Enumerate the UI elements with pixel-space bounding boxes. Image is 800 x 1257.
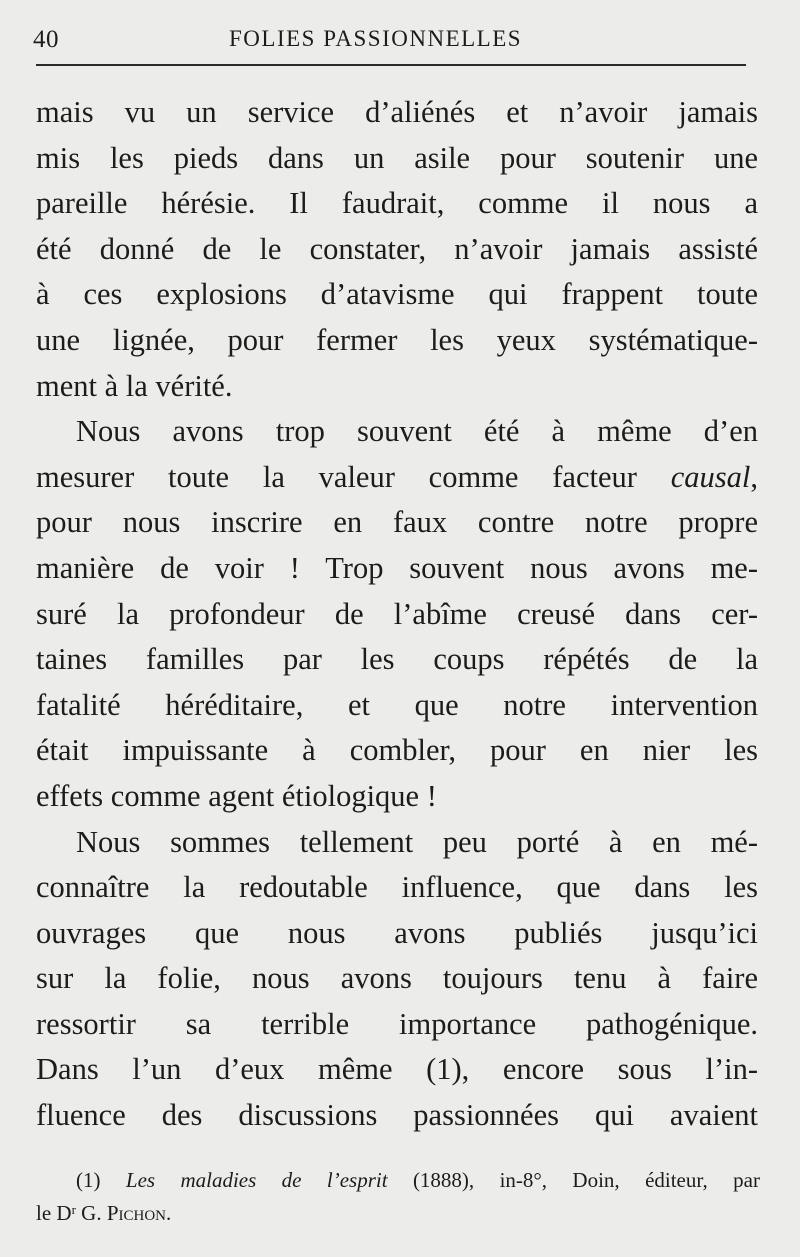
text-line: mais vu un service d’aliénés et n’avoir jamais — [36, 95, 758, 129]
text-line: manière de voir ! Trop souvent nous avons me- — [36, 550, 758, 585]
text-line: effets comme agent étiologique ! — [36, 778, 437, 813]
footnote-author-prefix: le D — [36, 1201, 72, 1225]
footnote-author-sup: r — [71, 1202, 76, 1217]
paragraph-1 — [36, 90, 758, 409]
text-line: ouvrages que nous avons publiés jusqu’ici — [36, 915, 758, 950]
footnote — [36, 1165, 760, 1228]
text-span: mesurer toute la valeur comme facteur — [36, 459, 637, 494]
text-line: sur la folie, nous avons toujours tenu à faire — [36, 961, 758, 996]
text-line: ressortir sa terrible importance pathogénique. — [36, 1006, 758, 1041]
text-line: était impuissante à combler, pour en nier les — [36, 733, 758, 768]
text-line: Nous avons trop souvent été à même d’en — [76, 414, 758, 449]
text-line — [36, 455, 758, 501]
text-line: Dans l’un d’eux même (1), encore sous l’in- — [36, 1052, 758, 1087]
text-line: pareille hérésie. Il faudrait, comme il nous a — [36, 186, 758, 221]
text-span: , — [750, 459, 758, 494]
text-line: une lignée, pour fermer les yeux systématique- — [36, 322, 758, 357]
header-rule — [36, 64, 746, 66]
text-line: pour nous inscrire en faux contre notre propre — [36, 505, 758, 540]
text-line: taines familles par les coups répétés de la — [36, 642, 758, 677]
page-number: 40 — [33, 26, 59, 53]
body-text — [36, 90, 758, 1139]
text-line: fluence des discussions passionnées qui avaient — [36, 1098, 758, 1133]
text-line: été donné de le constater, n’avoir jamais assisté — [36, 231, 758, 266]
text-line: fatalité héréditaire, et que notre intervention — [36, 687, 758, 722]
italic-word: causal — [670, 459, 751, 494]
running-title: FOLIES PASSIONNELLES — [229, 26, 523, 51]
footnote-line — [36, 1165, 760, 1195]
footnote-marker: (1) — [76, 1168, 101, 1192]
text-line: à ces explosions d’atavisme qui frappent toute — [36, 277, 758, 312]
paragraph-2 — [36, 409, 758, 819]
footnote-title: Les maladies de l’esprit — [125, 1168, 388, 1192]
text-line: connaître la redoutable influence, que dans les — [36, 870, 758, 905]
text-line: mis les pieds dans un asile pour soutenir une — [36, 140, 758, 175]
footnote-author-name: G. Pichon. — [81, 1201, 172, 1225]
text-line: ment à la vérité. — [36, 368, 233, 403]
footnote-line — [36, 1195, 760, 1228]
text-line: suré la profondeur de l’abîme creusé dans cer- — [36, 596, 758, 631]
page-header — [33, 20, 753, 60]
paragraph-3 — [36, 820, 758, 1139]
footnote-details: (1888), in-8°, Doin, éditeur, par — [412, 1168, 760, 1192]
text-line: Nous sommes tellement peu porté à en mé- — [76, 824, 758, 859]
